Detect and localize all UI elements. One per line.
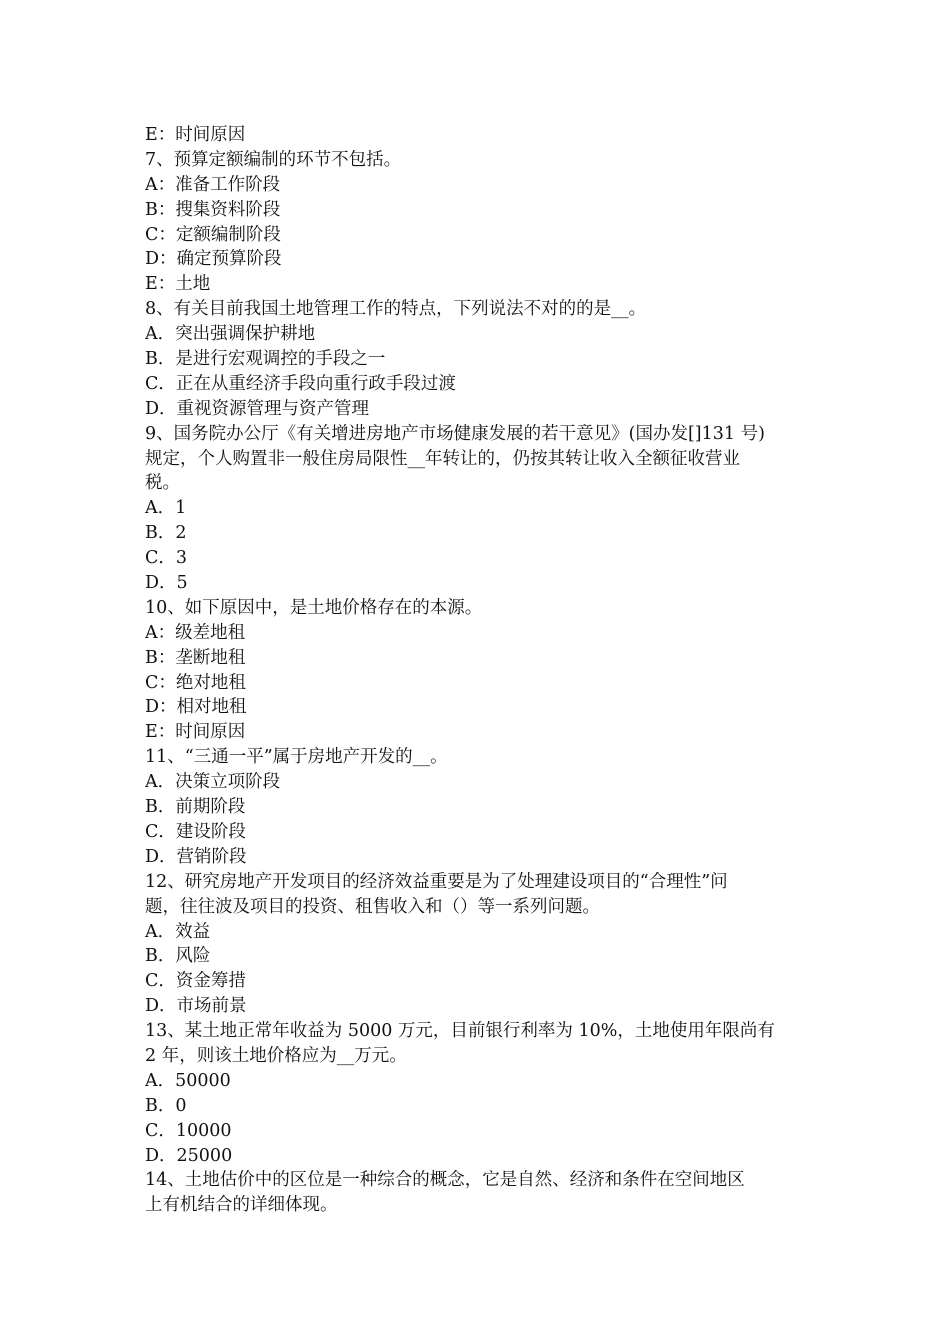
option-c-line: C．正在从重经济手段向重行政手段过渡 xyxy=(145,373,456,394)
option-d-line: D：相对地租 xyxy=(145,697,247,718)
option-d-line: D：确定预算阶段 xyxy=(145,249,282,270)
option-d-line: D．重视资源管理与资产管理 xyxy=(145,398,370,419)
option-b-line: B：搜集资料阶段 xyxy=(145,199,281,220)
option-c-line: C．10000 xyxy=(145,1120,232,1141)
option-a-line: A．1 xyxy=(145,498,187,519)
option-e-line: E：时间原因 xyxy=(145,722,246,743)
option-a-line: A：级差地租 xyxy=(145,622,246,643)
option-c-line: C．建设阶段 xyxy=(145,821,246,842)
question-11-text: 11、“三通一平”属于房地产开发的__。 xyxy=(145,747,448,768)
option-b-line: B：垄断地租 xyxy=(145,647,246,668)
option-d-line: D．25000 xyxy=(145,1145,233,1166)
option-b-line: B．前期阶段 xyxy=(145,797,246,818)
option-e-line: E：土地 xyxy=(145,274,211,295)
option-b-line: B．是进行宏观调控的手段之一 xyxy=(145,349,386,370)
question-12-text-line-2: 题，往往波及项目的投资、租售收入和（）等一系列问题。 xyxy=(145,896,600,917)
option-c-line: C：定额编制阶段 xyxy=(145,224,281,245)
option-c-line: C．资金筹措 xyxy=(145,971,246,992)
option-a-line: A．突出强调保护耕地 xyxy=(145,324,316,345)
option-a-line: A．50000 xyxy=(145,1070,231,1091)
option-b-line: B．0 xyxy=(145,1095,187,1116)
question-13-text-line-2: 2 年，则该土地价格应为__万元。 xyxy=(145,1045,407,1066)
option-d-line: D．市场前景 xyxy=(145,996,247,1017)
question-14-text-line-1: 14、土地估价中的区位是一种综合的概念，它是自然、经济和条件在空间地区 xyxy=(145,1170,745,1191)
option-d-line: D．营销阶段 xyxy=(145,846,247,867)
question-13-text-line-1: 13、某土地正常年收益为 5000 万元，目前银行利率为 10%，土地使用年限尚有 xyxy=(145,1021,775,1042)
question-14-text-line-2: 上有机结合的详细体现。 xyxy=(145,1195,338,1216)
question-12-text-line-1: 12、研究房地产开发项目的经济效益重要是为了处理建设项目的“合理性”问 xyxy=(145,871,728,892)
option-d-line: D．5 xyxy=(145,573,188,594)
option-e-line: E：时间原因 xyxy=(145,125,246,145)
question-9-text-line-3: 税。 xyxy=(145,473,180,494)
question-7-text: 7、预算定额编制的环节不包括。 xyxy=(145,149,402,170)
option-b-line: B．风险 xyxy=(145,946,211,967)
document-body xyxy=(145,123,810,1218)
question-8-text: 8、有关目前我国土地管理工作的特点，下列说法不对的的是__。 xyxy=(145,299,647,320)
question-9-text-line-1: 9、国务院办公厅《有关增进房地产市场健康发展的若干意见》(国办发[]131 号) xyxy=(145,423,765,444)
question-9-text-line-2: 规定，个人购置非一般住房局限性__年转让的，仍按其转让收入全额征收营业 xyxy=(145,448,740,469)
question-10-text: 10、如下原因中，是土地价格存在的本源。 xyxy=(145,597,483,618)
option-c-line: C．3 xyxy=(145,548,188,569)
option-a-line: A．决策立项阶段 xyxy=(145,772,281,793)
option-b-line: B．2 xyxy=(145,523,187,544)
option-a-line: A．效益 xyxy=(145,921,211,942)
option-a-line: A：准备工作阶段 xyxy=(145,174,281,195)
option-c-line: C：绝对地租 xyxy=(145,672,246,693)
